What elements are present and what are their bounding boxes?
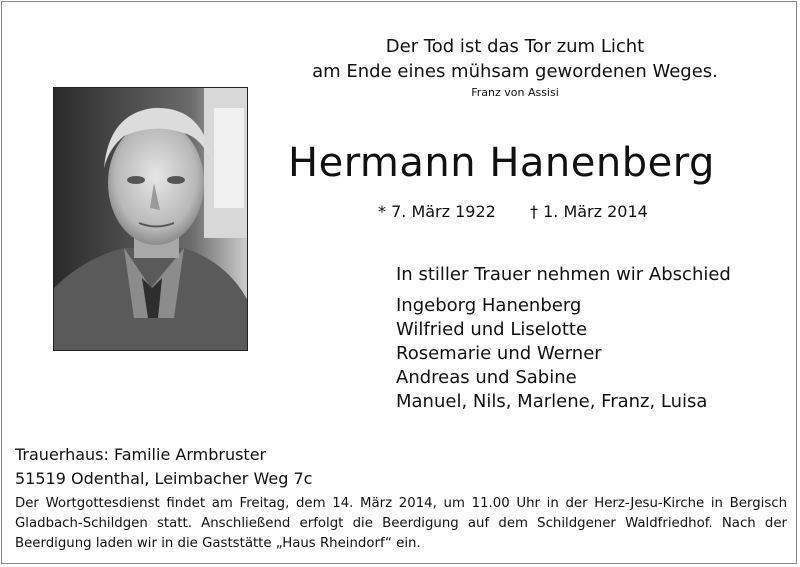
mourner: Andreas und Sabine: [396, 367, 577, 388]
quote-line-1: Der Tod ist das Tor zum Licht: [385, 36, 645, 57]
service-details: Der Wortgottesdienst findet am Freitag, dem 14. März 2014, um 11.00 Uhr in der Herz-Jesu-Kirche in Bergisch Gladbach-Schildgen statt. Anschließend erfolgt die Beerdigung auf dem Schildgener Waldfriedhof. Nach der Beerdigung laden wir in die Gaststätte „Haus Rheindorf“ ein.: [15, 496, 787, 551]
quote-author: Franz von Assisi: [471, 86, 559, 99]
mourners-list: [396, 294, 707, 414]
mourner: Wilfried und Liselotte: [396, 319, 588, 340]
mourning-house-line-2: 51519 Odenthal, Leimbacher Weg 7c: [15, 469, 313, 488]
mourning-house-line-1: Trauerhaus: Familie Armbruster: [15, 445, 267, 464]
birth-date: * 7. März 1922: [378, 202, 496, 221]
quote: [270, 34, 760, 84]
deceased-name: Hermann Hanenberg: [288, 140, 715, 186]
farewell-line: In stiller Trauer nehmen wir Abschied: [396, 264, 731, 285]
mourning-house: [15, 443, 312, 491]
quote-line-2: am Ende eines mühsam gewordenen Weges.: [312, 61, 718, 82]
mourner: Rosemarie und Werner: [396, 343, 602, 364]
portrait-photo: [53, 87, 248, 351]
death-date: † 1. März 2014: [530, 202, 648, 221]
mourner: Manuel, Nils, Marlene, Franz, Luisa: [396, 391, 708, 412]
mourner: Ingeborg Hanenberg: [396, 295, 582, 316]
